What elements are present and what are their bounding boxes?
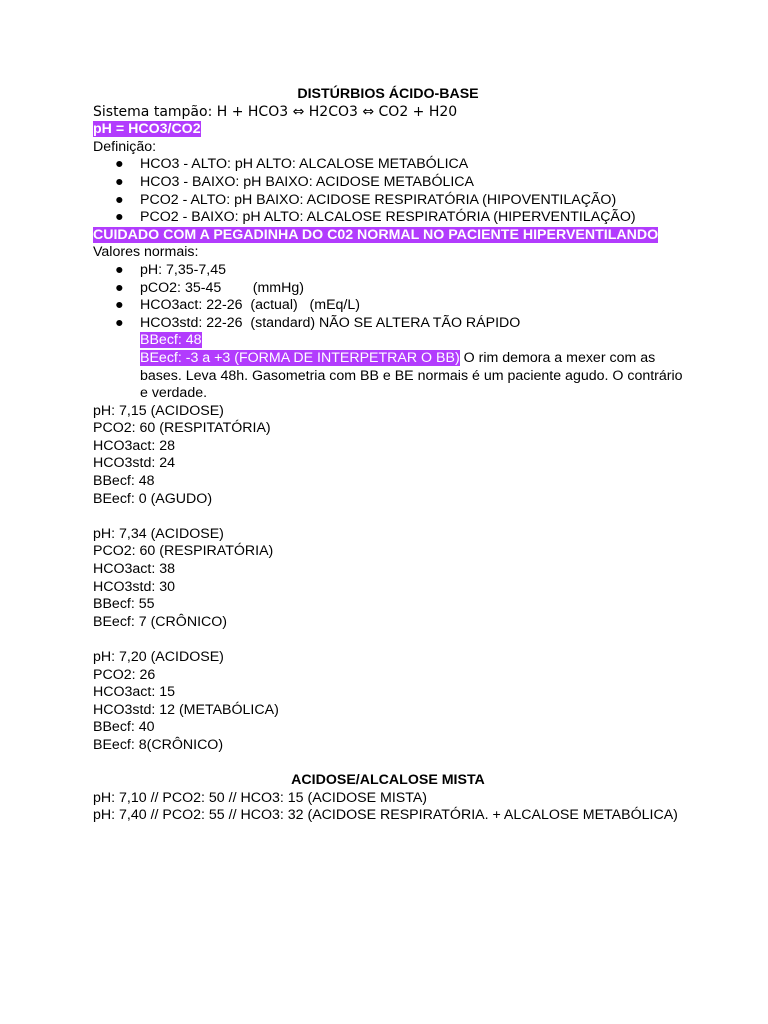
normal-value-item: ● HCO3act: 22-26 (actual) (mEq/L)	[115, 297, 360, 314]
case-line: BBecf: 55	[93, 596, 155, 613]
definition-label: Definição:	[93, 138, 157, 155]
normal-values-label: Valores normais:	[93, 244, 199, 261]
case-line: PCO2: 60 (RESPIRATÓRIA)	[93, 543, 274, 560]
bullet-icon: ●	[115, 261, 124, 278]
case-line: BEecf: 0 (AGUDO)	[93, 490, 213, 507]
case-line: pH: 7,20 (ACIDOSE)	[93, 649, 224, 665]
bullet-icon: ●	[115, 173, 124, 190]
case-line: PCO2: 60 (RESPITATÓRIA)	[93, 420, 271, 437]
bullet-icon: ●	[115, 279, 124, 296]
case-line: BEecf: 7 (CRÔNICO)	[93, 613, 228, 630]
case-line: HCO3act: 38	[93, 561, 176, 578]
bbecf-normal: BBecf: 48	[140, 332, 202, 349]
case-line: HCO3std: 24	[93, 455, 176, 472]
section-title-mixed: ACIDOSE/ALCALOSE MISTA	[291, 772, 485, 789]
spacer	[93, 631, 683, 649]
definition-item: ● HCO3 - BAIXO: pH BAIXO: ACIDOSE METABÓLICA	[115, 173, 475, 190]
normal-value-item: ● pH: 7,35-7,45	[115, 261, 226, 278]
bullet-icon: ●	[115, 191, 124, 208]
case-line: BBecf: 48	[93, 473, 155, 490]
document-body	[93, 86, 683, 825]
ph-formula: pH = HCO3/CO2	[93, 121, 201, 138]
case-line: BBecf: 40	[93, 719, 155, 736]
bullet-icon: ●	[115, 314, 124, 331]
case-line: PCO2: 26	[93, 666, 156, 683]
warning-banner: CUIDADO COM A PEGADINHA DO C02 NORMAL NO PACIENTE HIPERVENTILANDO	[93, 226, 659, 243]
case-line: BEecf: 8(CRÔNICO)	[93, 736, 224, 753]
mixed-line: pH: 7,10 // PCO2: 50 // HCO3: 15 (ACIDOSE MISTA)	[93, 789, 428, 806]
normal-value-item: ● HCO3std: 22-26 (standard) NÃO SE ALTERA TÃO RÁPIDO	[115, 314, 521, 331]
bullet-icon: ●	[115, 209, 124, 226]
definition-list	[93, 156, 683, 226]
mixed-line: pH: 7,40 // PCO2: 55 // HCO3: 32 (ACIDOSE RESPIRATÓRIA. + ALCALOSE METABÓLICA)	[93, 807, 678, 824]
definition-item: ● HCO3 - ALTO: pH ALTO: ALCALOSE METABÓLICA	[115, 156, 469, 173]
case-line: HCO3std: 30	[93, 578, 176, 595]
beecf-note: O rim demora a mexer com as bases. Leva 48h. Gasometria com BB e BE normais é um paciente agudo. O contrário e verdade.	[140, 349, 683, 402]
case-block	[93, 649, 683, 755]
spacer	[93, 508, 683, 526]
buffer-system-line: Sistema tampão: H + HCO3 ⇔ H2CO3 ⇔ CO2 + H20	[93, 103, 458, 120]
case-line: HCO3act: 15	[93, 684, 176, 701]
definition-item: ● PCO2 - BAIXO: pH ALTO: ALCALOSE RESPIRATÓRIA (HIPERVENTILAÇÃO)	[115, 209, 636, 226]
spacer	[93, 755, 683, 773]
bullet-icon: ●	[115, 297, 124, 314]
case-block	[93, 526, 683, 632]
page-title: DISTÚRBIOS ÁCIDO-BASE	[297, 86, 479, 102]
normal-value-item: ● pCO2: 35-45 (mmHg)	[115, 279, 304, 296]
case-line: pH: 7,34 (ACIDOSE)	[93, 525, 224, 542]
beecf-normal: BEecf: -3 a +3 (FORMA DE INTERPETRAR O BB)	[140, 349, 460, 366]
definition-item: ● PCO2 - ALTO: pH BAIXO: ACIDOSE RESPIRATÓRIA (HIPOVENTILAÇÃO)	[115, 191, 617, 208]
beecf-paragraph	[93, 350, 683, 403]
case-block	[93, 403, 683, 509]
normal-values-list	[93, 262, 683, 332]
case-line: HCO3act: 28	[93, 437, 176, 454]
bullet-icon: ●	[115, 156, 124, 173]
case-line: pH: 7,15 (ACIDOSE)	[93, 402, 224, 419]
case-line: HCO3std: 12 (METABÓLICA)	[93, 701, 279, 718]
